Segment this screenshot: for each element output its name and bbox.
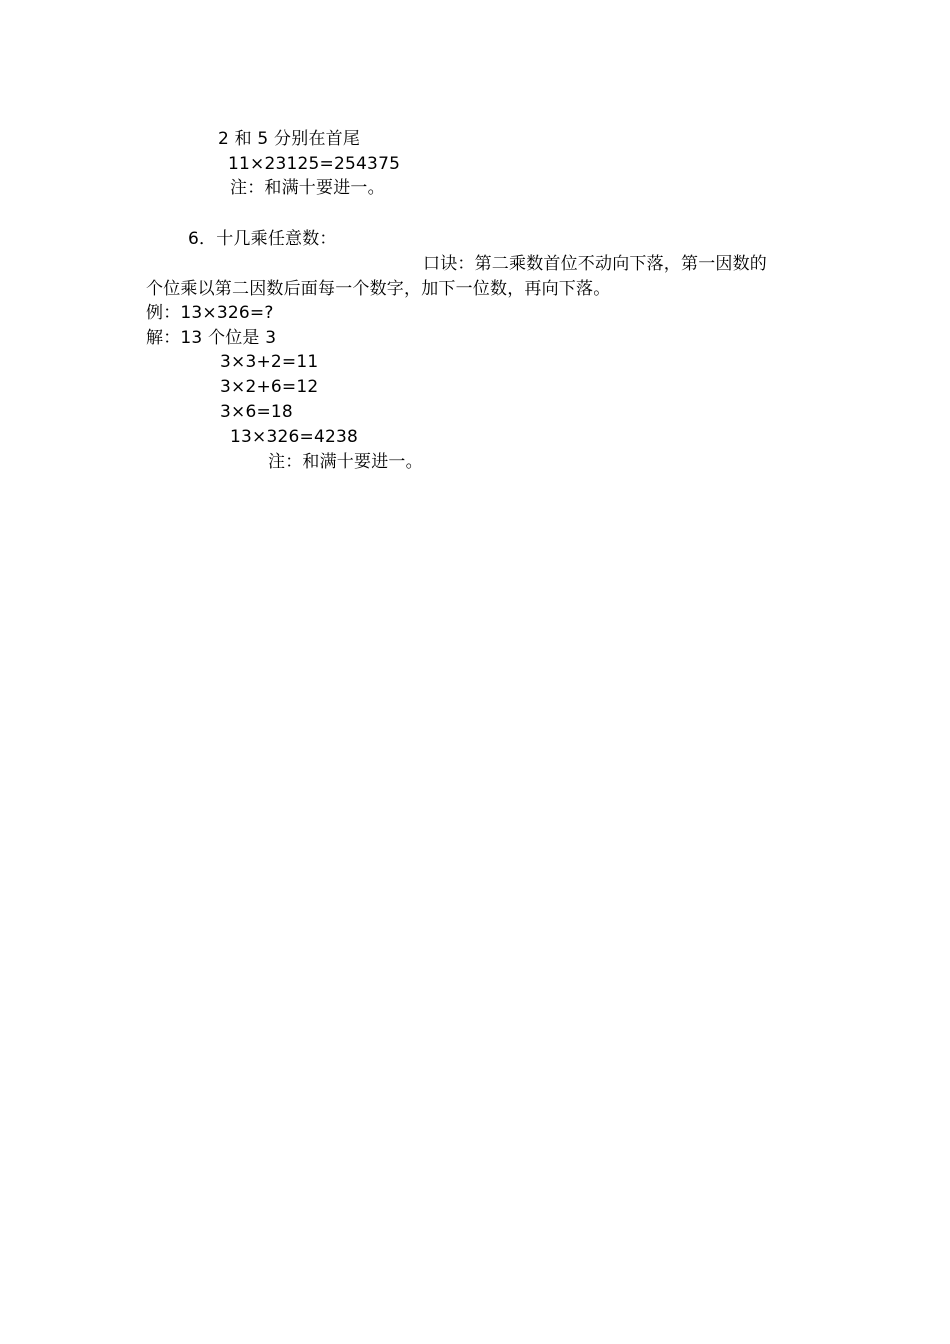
solution-step: 3×2+6=12 [220,377,319,397]
solution-result: 13×326=4238 [230,427,359,447]
prev-section-note: 注：和满十要进一。 [230,178,385,198]
prev-section-line-1: 2 和 5 分别在首尾 [218,129,361,149]
section-6-rule-line-1: 口诀：第二乘数首位不动向下落，第一因数的 [423,254,767,274]
solution-step: 3×6=18 [220,402,293,422]
section-6-note: 注：和满十要进一。 [268,452,423,472]
section-6-rule-line-2: 个位乘以第二因数后面每一个数字，加下一位数，再向下落。 [146,279,611,299]
section-6-solution-intro: 解：13 个位是 3 [146,328,277,348]
section-6-heading: 6．十几乘任意数： [188,229,337,249]
prev-section-equation: 11×23125=254375 [228,154,401,174]
section-6-example: 例：13×326=? [146,303,274,323]
solution-step: 3×3+2=11 [220,352,319,372]
